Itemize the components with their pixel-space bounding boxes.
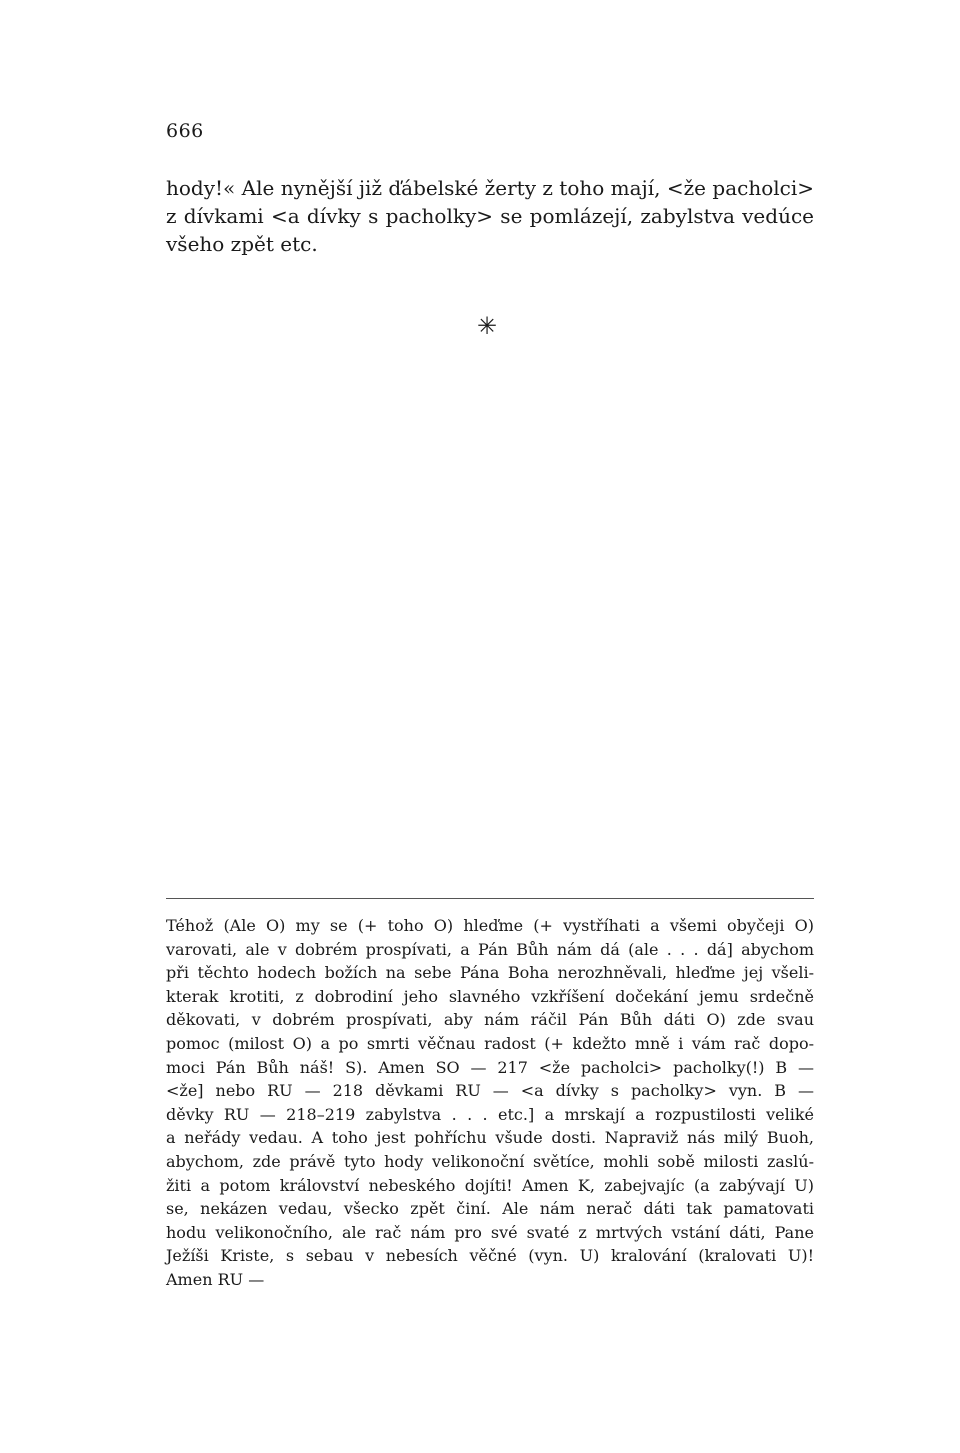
- page-number: 666: [166, 120, 204, 142]
- footnote-line: a neřády vedau. A toho jest pohříchu všude dosti. Napraviž nás milý Buoh,: [166, 1128, 814, 1148]
- footnote-line: varovati, ale v dobrém prospívati, a Pán Bůh nám dá (ale . . . dá] abychom: [166, 939, 814, 959]
- footnote-line: moci Pán Bůh náš! S). Amen SO — 217 <že pacholci> pacholky(!) B —: [166, 1057, 814, 1077]
- footnote-divider: [166, 898, 814, 899]
- footnote-apparatus: [166, 914, 814, 1292]
- footnote-line: při těchto hodech božích na sebe Pána Boha nerozhněvali, hleďme jej všeli-: [166, 963, 814, 983]
- footnote-line: pomoc (milost O) a po smrti věčnau radost (+ kdežto mně i vám rač dopo-: [166, 1033, 814, 1053]
- footnote-line: žiti a potom království nebeského dojíti! Amen K, zabejvajíc (a zabývají U): [166, 1175, 814, 1195]
- footnote-line: Ježíši Kriste, s sebau v nebesích věčné (vyn. U) kralování (kralovati U)!: [166, 1246, 814, 1266]
- footnote-line: Téhož (Ale O) my se (+ toho O) hleďme (+ vystříhati a všemi obyčeji O): [166, 916, 814, 935]
- footnote-line: kterak krotiti, z dobrodiní jeho slavného vzkříšení dočekání jemu srdečně: [166, 986, 814, 1006]
- footnote-line: abychom, zde právě tyto hody velikonoční světíce, mohli sobě milosti zaslú-: [166, 1151, 814, 1171]
- footnote-line: hodu velikonočního, ale rač nám pro své svaté z mrtvých vstání dáti, Pane: [166, 1222, 814, 1242]
- main-text-line: z dívkami <a dívky s pacholky> se pomlázejí, zabylstva vedúce: [166, 204, 814, 228]
- footnote-line: se, nekázen vedau, všecko zpět činí. Ale nám nerač dáti tak pamatovati: [166, 1199, 814, 1219]
- footnote-line: děvky RU — 218–219 zabylstva . . . etc.] a mrskají a rozpustilosti veliké: [166, 1104, 814, 1124]
- main-text: [166, 174, 814, 258]
- main-text-line: všeho zpět etc.: [166, 232, 318, 256]
- asterisk-ornament-icon: ✳: [477, 312, 498, 340]
- footnote-line: děkovati, v dobrém prospívati, aby nám ráčil Pán Bůh dáti O) zde svau: [166, 1010, 814, 1030]
- footnote-line: <že] nebo RU — 218 děvkami RU — <a dívky s pacholky> vyn. B —: [166, 1081, 814, 1101]
- main-text-line: hody!« Ale nynější již ďábelské žerty z toho mají, <že pacholci>: [166, 176, 814, 200]
- footnote-line: Amen RU —: [166, 1269, 265, 1289]
